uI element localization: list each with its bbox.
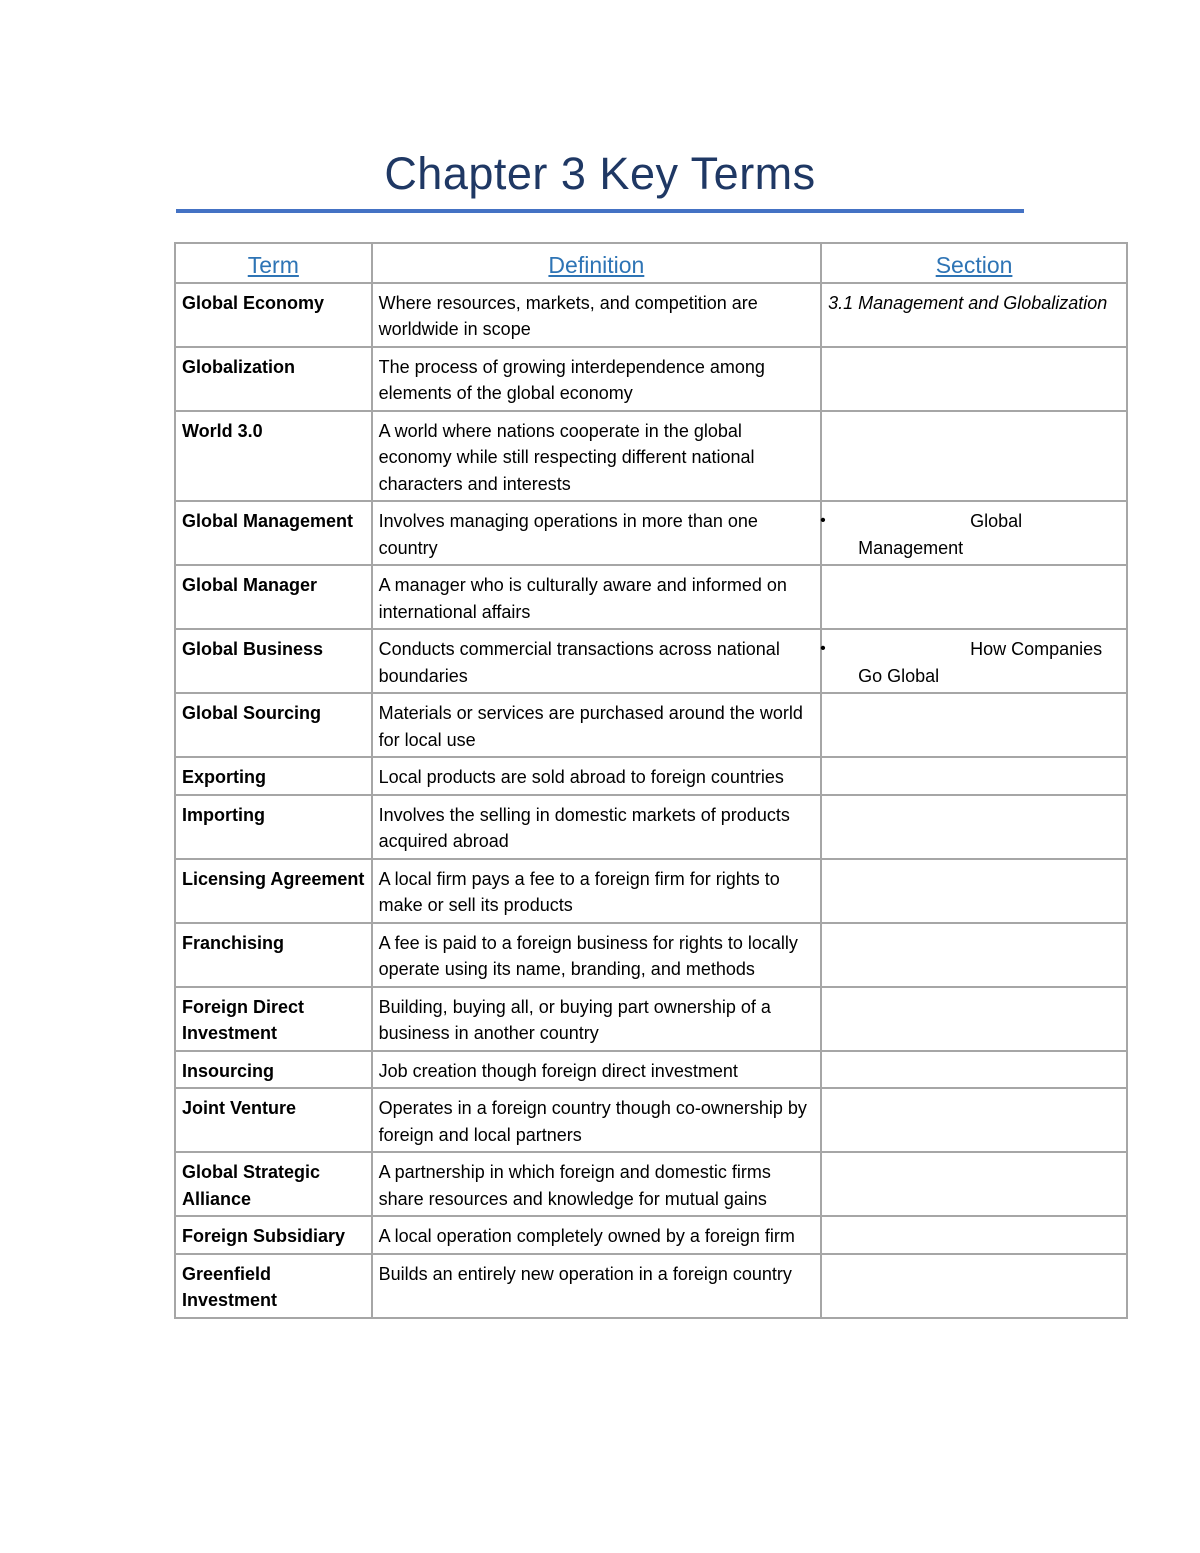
term-cell: Importing [175,795,372,859]
section-cell [821,987,1127,1051]
table-row [175,347,1127,411]
section-cell [821,565,1127,629]
title-underline-rule [176,209,1024,213]
table-row [175,987,1127,1051]
term-cell: Greenfield Investment [175,1254,372,1318]
definition-cell: Operates in a foreign country though co-ownership by foreign and local partners [372,1088,821,1152]
table-row [175,923,1127,987]
definition-cell: Involves the selling in domestic markets of products acquired abroad [372,795,821,859]
column-header-term: Term [175,243,372,283]
term-cell: Global Sourcing [175,693,372,757]
term-cell: Licensing Agreement [175,859,372,923]
section-cell [821,1051,1127,1089]
table-row [175,1088,1127,1152]
definition-cell: Building, buying all, or buying part ownership of a business in another country [372,987,821,1051]
table-row [175,757,1127,795]
table-header-row [175,243,1127,283]
definition-cell: Local products are sold abroad to foreign countries [372,757,821,795]
section-cell [821,1254,1127,1318]
section-cell [821,347,1127,411]
term-cell: Global Management [175,501,372,565]
definition-cell: A manager who is culturally aware and informed on international affairs [372,565,821,629]
table-row [175,283,1127,347]
page-title: Chapter 3 Key Terms [384,148,816,199]
term-cell: Globalization [175,347,372,411]
section-cell [821,1088,1127,1152]
definition-cell: Involves managing operations in more than one country [372,501,821,565]
table-row [175,1254,1127,1318]
term-cell: Franchising [175,923,372,987]
definition-cell: Where resources, markets, and competition are worldwide in scope [372,283,821,347]
table-row [175,629,1127,693]
definition-cell: Conducts commercial transactions across national boundaries [372,629,821,693]
bullet-icon: • [820,512,826,529]
section-cell [821,1152,1127,1216]
term-cell: Foreign Subsidiary [175,1216,372,1254]
section-cell [821,757,1127,795]
table-row [175,411,1127,502]
table-row [175,1051,1127,1089]
definition-cell: Materials or services are purchased around the world for local use [372,693,821,757]
term-cell: Foreign Direct Investment [175,987,372,1051]
section-cell [821,923,1127,987]
term-cell: Insourcing [175,1051,372,1089]
table-row [175,859,1127,923]
table-row [175,501,1127,565]
section-cell [821,629,1127,693]
term-cell: World 3.0 [175,411,372,502]
definition-cell: A world where nations cooperate in the global economy while still respecting different national characters and interests [372,411,821,502]
section-cell: 3.1 Management and Globalization [821,283,1127,347]
section-cell [821,1216,1127,1254]
definition-cell: Job creation though foreign direct investment [372,1051,821,1089]
column-header-definition: Definition [372,243,821,283]
definition-cell: A partnership in which foreign and domestic firms share resources and knowledge for mutual gains [372,1152,821,1216]
section-cell [821,411,1127,502]
definition-cell: The process of growing interdependence among elements of the global economy [372,347,821,411]
table-row [175,693,1127,757]
key-terms-table [174,242,1128,1319]
bullet-icon: • [820,640,826,657]
section-cell [821,501,1127,565]
section-cell [821,859,1127,923]
definition-cell: A local operation completely owned by a foreign firm [372,1216,821,1254]
table-row [175,1216,1127,1254]
term-cell: Joint Venture [175,1088,372,1152]
term-cell: Exporting [175,757,372,795]
definition-cell: A local firm pays a fee to a foreign firm for rights to make or sell its products [372,859,821,923]
table-body [175,283,1127,1318]
table-row [175,795,1127,859]
term-cell: Global Manager [175,565,372,629]
section-label: Global Management [858,511,1023,558]
column-header-section: Section [821,243,1127,283]
table-row [175,565,1127,629]
section-cell [821,795,1127,859]
table-row [175,1152,1127,1216]
term-cell: Global Strategic Alliance [175,1152,372,1216]
term-cell: Global Business [175,629,372,693]
section-cell [821,693,1127,757]
definition-cell: A fee is paid to a foreign business for rights to locally operate using its name, branding, and methods [372,923,821,987]
section-label: How Companies Go Global [858,639,1103,686]
term-cell: Global Economy [175,283,372,347]
definition-cell: Builds an entirely new operation in a foreign country [372,1254,821,1318]
